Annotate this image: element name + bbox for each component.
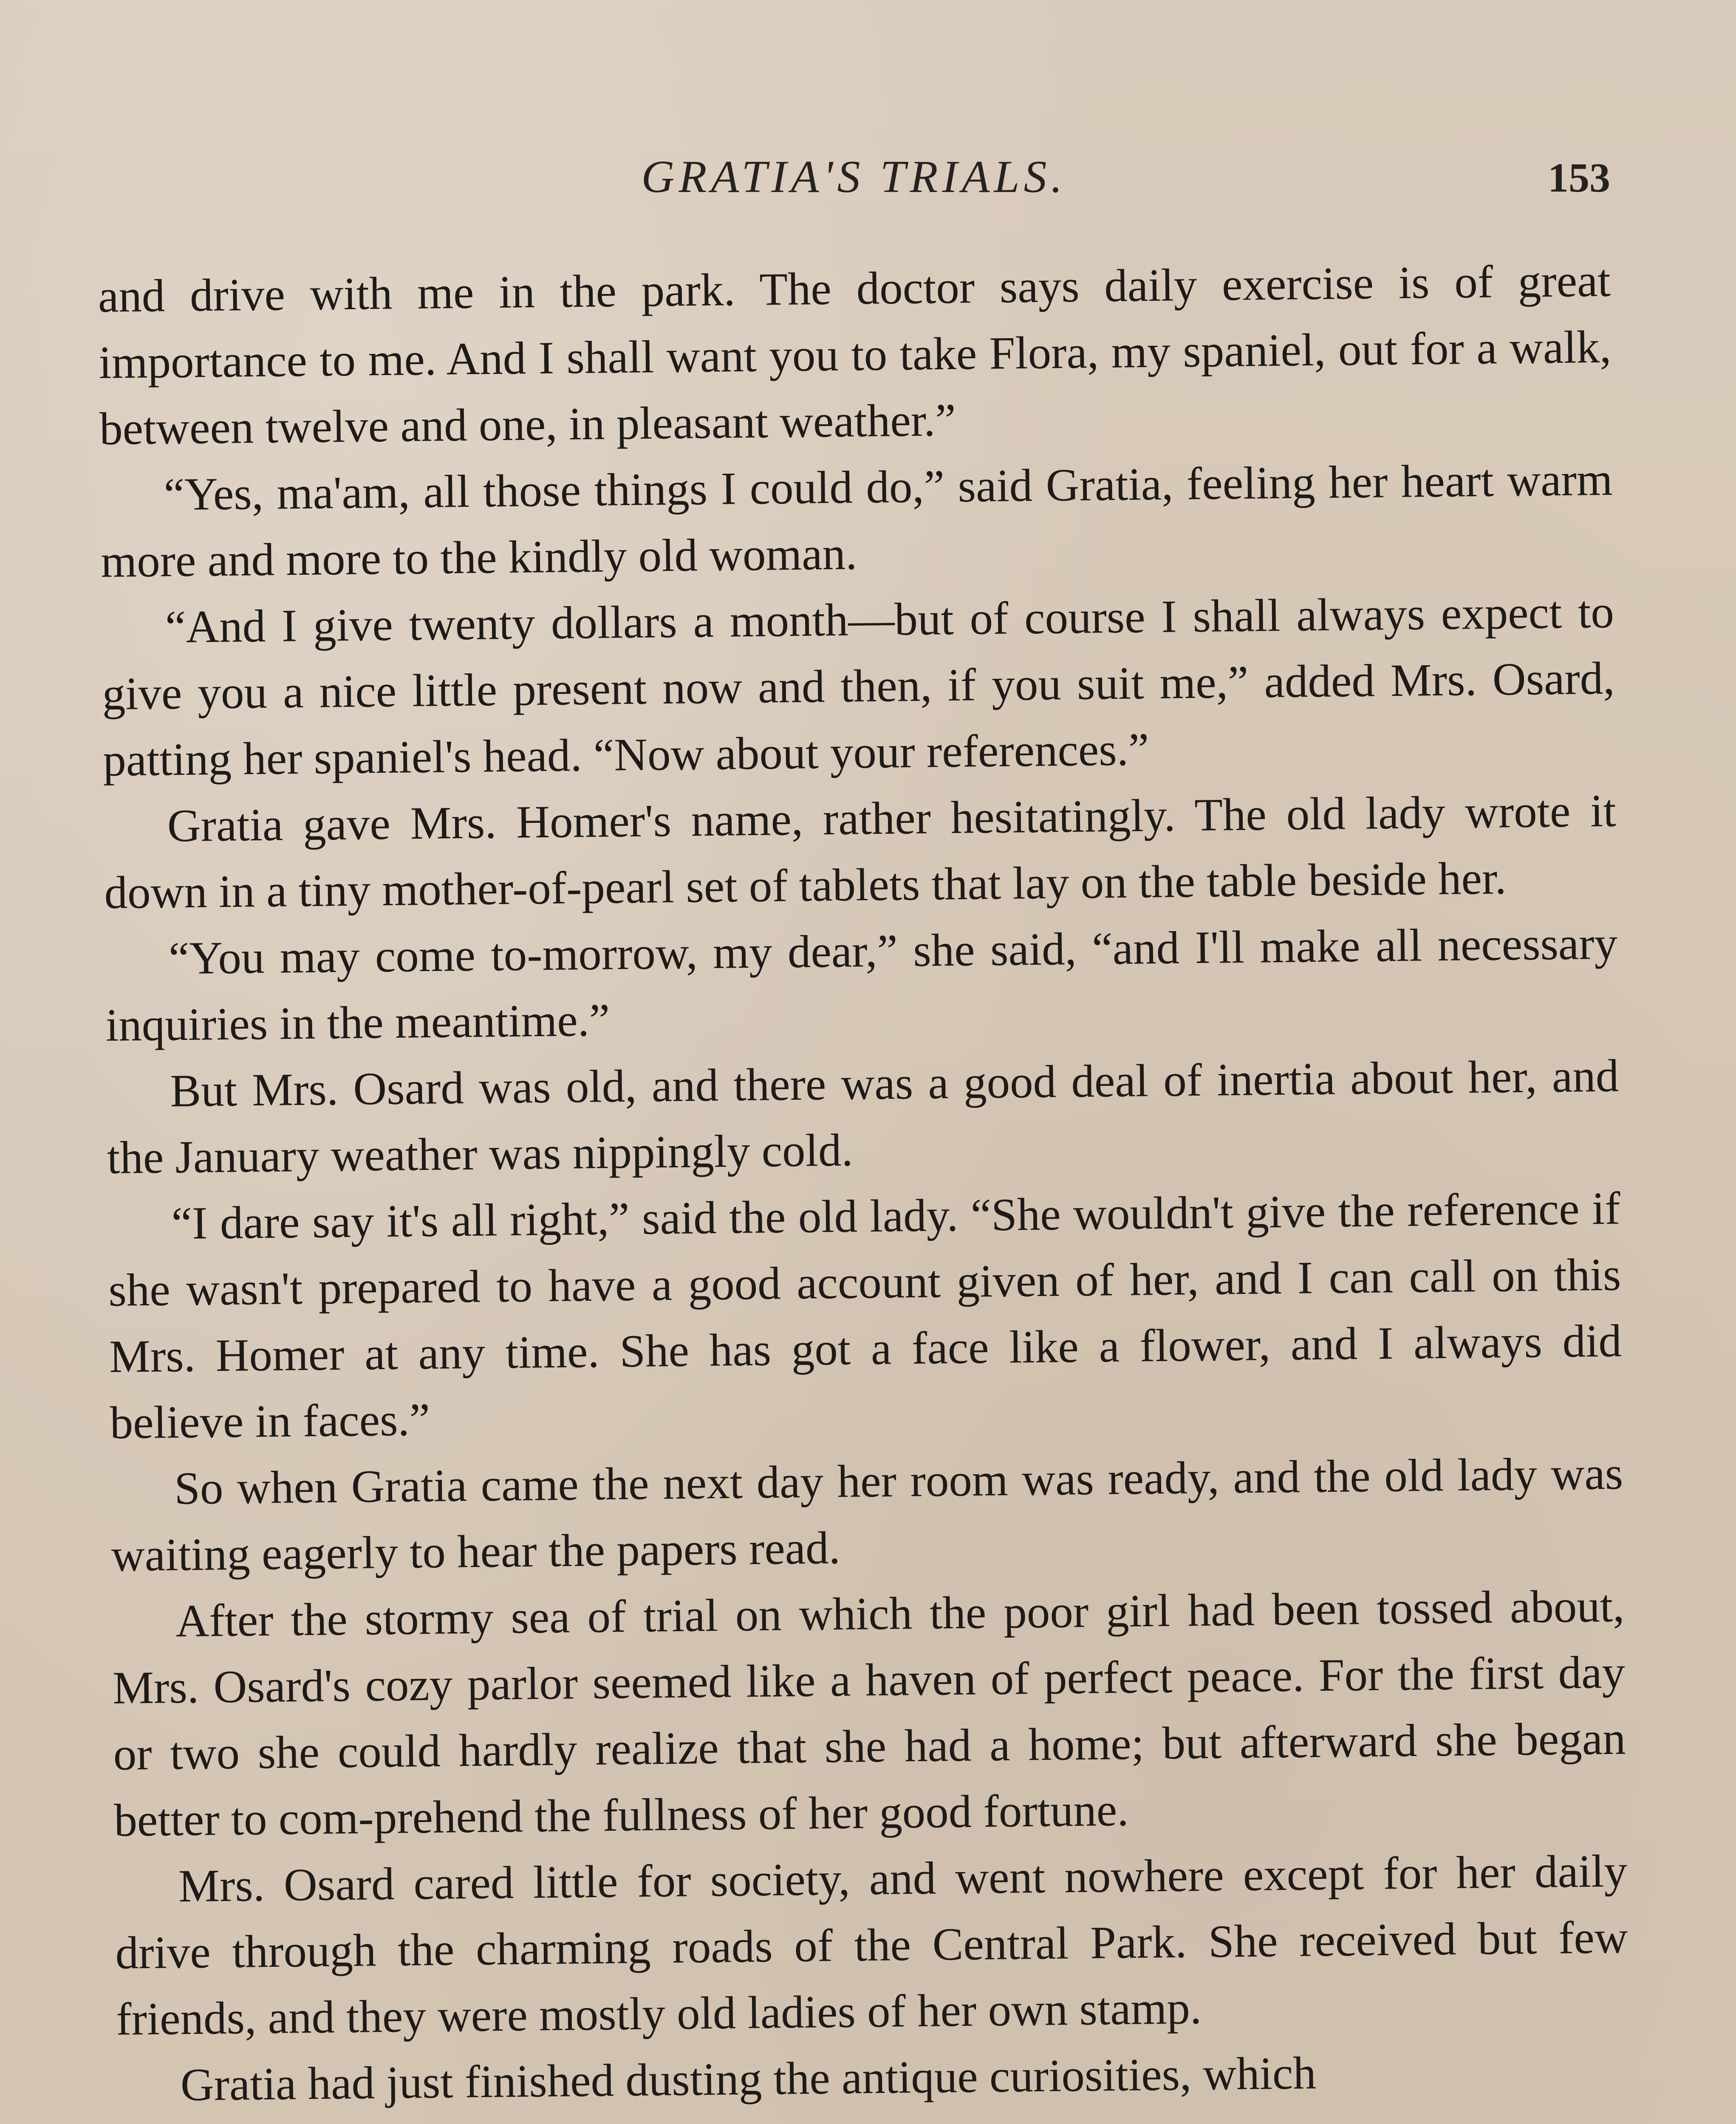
paragraph: But Mrs. Osard was old, and there was a good deal of inertia about her, and the January weather was nippingly cold.	[107, 1050, 1619, 1183]
paragraph: “I dare say it's all right,” said the old lady. “She wouldn't give the reference if she wasn't prepared to have a good account given of her, and I can call on this Mrs. Homer at any time. She has got a face like a flower, and I always did believe in faces.”	[108, 1182, 1622, 1449]
paragraph: “You may come to-morrow, my dear,” she said, “and I'll make all necessary inquiries in the meantime.”	[105, 917, 1618, 1051]
paragraph: Gratia had just finished dusting the antique curiosities, which	[180, 2047, 1317, 2111]
paragraph: “Yes, ma'am, all those things I could do,” said Gratia, feeling her heart warm more and more to the kindly old woman.	[100, 453, 1613, 587]
paragraph: “And I give twenty dollars a month—but of course I shall always expect to give you a nice little present now and then, if you suit me,” added Mrs. Osard, patting her spaniel's head. “Now about your references.”	[102, 586, 1615, 786]
page-number: 153	[1548, 155, 1610, 201]
running-title: GRATIA'S TRIALS.	[641, 152, 1067, 202]
paragraph: Gratia gave Mrs. Homer's name, rather hesitatingly. The old lady wrote it down in a tiny mother-of-pearl set of tablets that lay on the table beside her.	[104, 785, 1617, 918]
paragraph: So when Gratia came the next day her room was ready, and the old lady was waiting eagerly to hear the papers read.	[111, 1447, 1623, 1581]
body-text	[98, 248, 1630, 2119]
page-header	[98, 151, 1610, 210]
paragraph: Mrs. Osard cared little for society, and went nowhere except for her daily drive through the charming roads of the Central Park. She received but few friends, and they were mostly old ladies of her own stamp.	[115, 1845, 1629, 2045]
paragraph: After the stormy sea of trial on which the poor girl had been tossed about, Mrs. Osard's cozy parlor seemed like a haven of perfect peace. For the first day or two she could hardly realize that she had a home; but afterward she began better to com-prehend the fullness of her good fortune.	[112, 1580, 1626, 1846]
paragraph: and drive with me in the park. The doctor says daily exercise is of great importance to me. And I shall want you to take Flora, my spaniel, out for a walk, between twelve and one, in pleasant weather.”	[98, 254, 1612, 455]
